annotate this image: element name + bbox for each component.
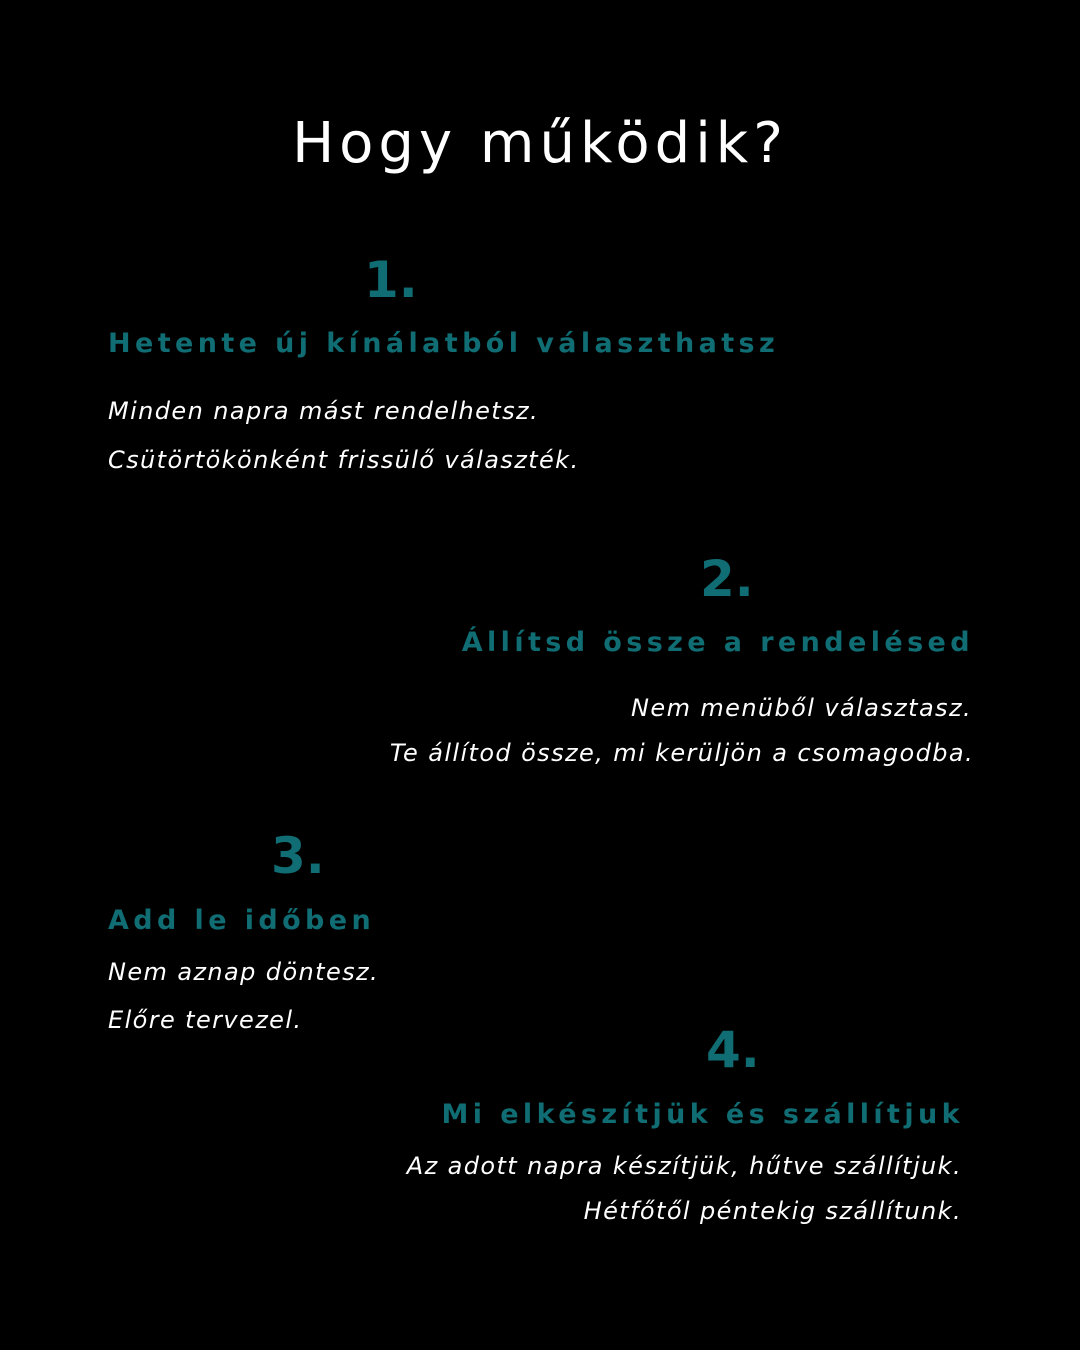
step-1-line-1: Minden napra mást rendelhetsz. xyxy=(108,397,540,425)
step-3-line-2: Előre tervezel. xyxy=(108,1006,303,1034)
step-1-heading: Hetente új kínálatból választhatsz xyxy=(108,328,780,359)
step-1-line-2: Csütörtökönként frissülő választék. xyxy=(108,446,580,474)
step-1-number: 1. xyxy=(364,251,418,309)
page-title: Hogy működik? xyxy=(292,111,788,176)
step-3-line-1: Nem aznap döntesz. xyxy=(108,958,380,986)
step-4-line-2: Hétfőtől péntekig szállítunk. xyxy=(583,1197,962,1225)
step-3-number: 3. xyxy=(271,827,325,885)
step-4-heading: Mi elkészítjük és szállítjuk xyxy=(441,1099,964,1130)
step-4-line-1: Az adott napra készítjük, hűtve szállítjuk. xyxy=(406,1152,962,1180)
step-2-number: 2. xyxy=(700,550,754,608)
step-4-number: 4. xyxy=(706,1021,760,1079)
step-2-heading: Állítsd össze a rendelésed xyxy=(461,627,974,658)
step-2-line-2: Te állítod össze, mi kerüljön a csomagodba. xyxy=(389,739,974,767)
step-3-heading: Add le időben xyxy=(108,905,376,936)
step-2-line-1: Nem menüből választasz. xyxy=(631,694,972,722)
